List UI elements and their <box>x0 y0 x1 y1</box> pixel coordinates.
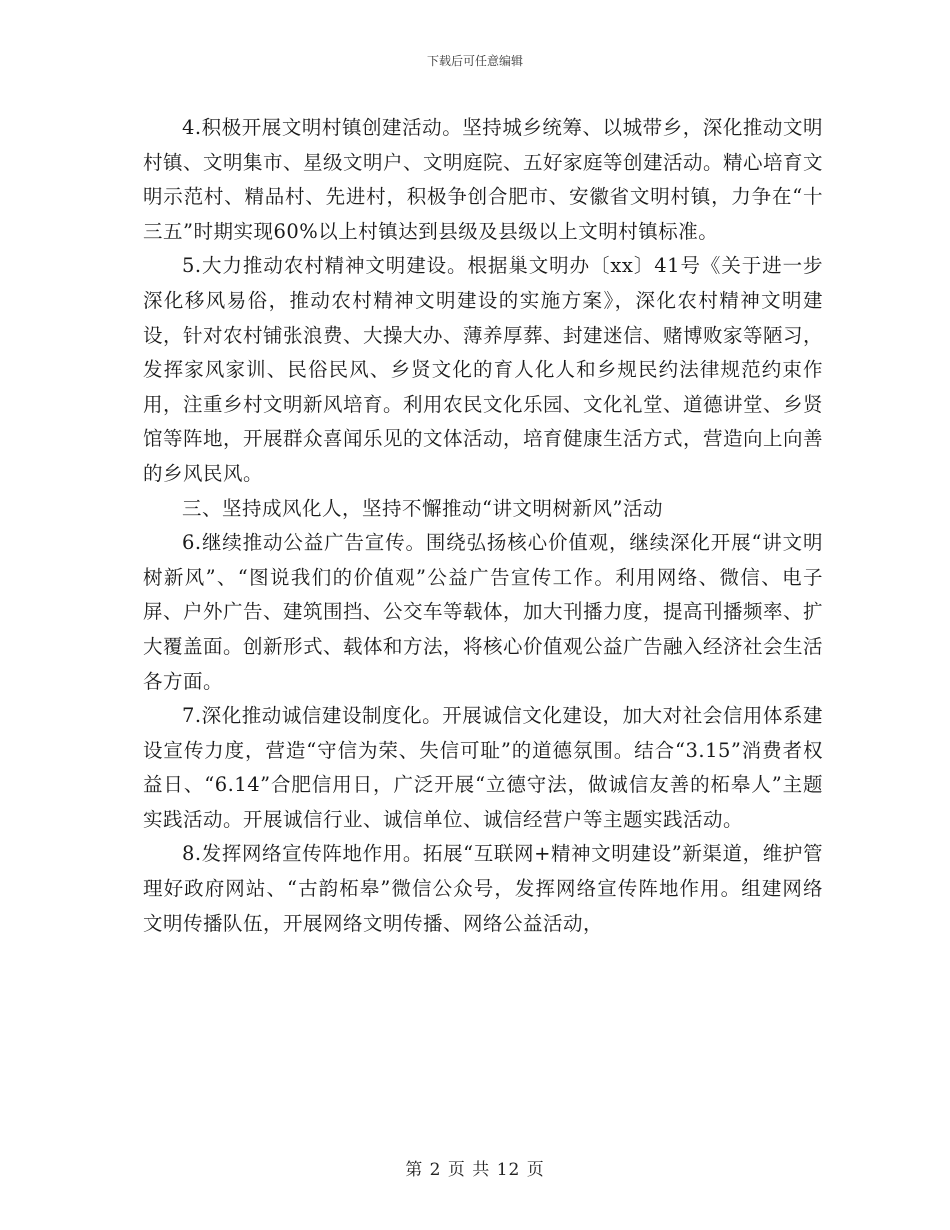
paragraph-item-5: 5.大力推动农村精神文明建设。根据巢文明办〔xx〕41号《关于进一步深化移风易俗，推动农村精神文明建设的实施方案》，深化农村精神文明建设，针对农村铺张浪费、大操大办、薄养厚葬、封建迷信、赌博败家等陋习，发挥家风家训、民俗民风、乡贤文化的育人化人和乡规民约法律规范约束作用，注重乡村文明新风培育。利用农民文化乐园、文化礼堂、道德讲堂、乡贤馆等阵地，开展群众喜闻乐见的文体活动，培育健康生活方式，营造向上向善的乡风民风。 <box>143 254 824 485</box>
document-body <box>143 111 823 941</box>
section-heading-3: 三、坚持成风化人，坚持不懈推动“讲文明树新风”活动 <box>182 496 663 520</box>
page-header-note: 下载后可任意编辑 <box>426 54 523 68</box>
page-number-footer: 第 2 页 共 12 页 <box>405 1160 545 1180</box>
paragraph-item-8: 8.发挥网络宣传阵地作用。拓展“互联网+精神文明建设”新渠道，维护管理好政府网站、“古韵柘皋”微信公众号，发挥网络宣传阵地作用。组建网络文明传播队伍，开展网络文明传播、网络公益活动， <box>143 842 823 935</box>
paragraph-item-6: 6.继续推动公益广告宣传。围绕弘扬核心价值观，继续深化开展“讲文明树新风”、“图说我们的价值观”公益广告宣传工作。利用网络、微信、电子屏、户外广告、建筑围挡、公交车等载体，加大刊播力度，提高刊播频率、扩大覆盖面。创新形式、载体和方法，将核心价值观公益广告融入经济社会生活各方面。 <box>143 531 824 693</box>
paragraph-item-7: 7.深化推动诚信建设制度化。开展诚信文化建设，加大对社会信用体系建设宣传力度，营造“守信为荣、失信可耻”的道德氛围。结合“3.15”消费者权益日、“6.14”合肥信用日，广泛开展“立德守法，做诚信友善的柘皋人”主题实践活动。开展诚信行业、诚信单位、诚信经营户等主题实践活动。 <box>143 704 823 831</box>
paragraph-item-4: 4.积极开展文明村镇创建活动。坚持城乡统筹、以城带乡，深化推动文明村镇、文明集市、星级文明户、文明庭院、五好家庭等创建活动。精心培育文明示范村、精品村、先进村，积极争创合肥市、安徽省文明村镇，力争在“十三五”时期实现60%以上村镇达到县级及县级以上文明村镇标准。 <box>143 116 824 243</box>
